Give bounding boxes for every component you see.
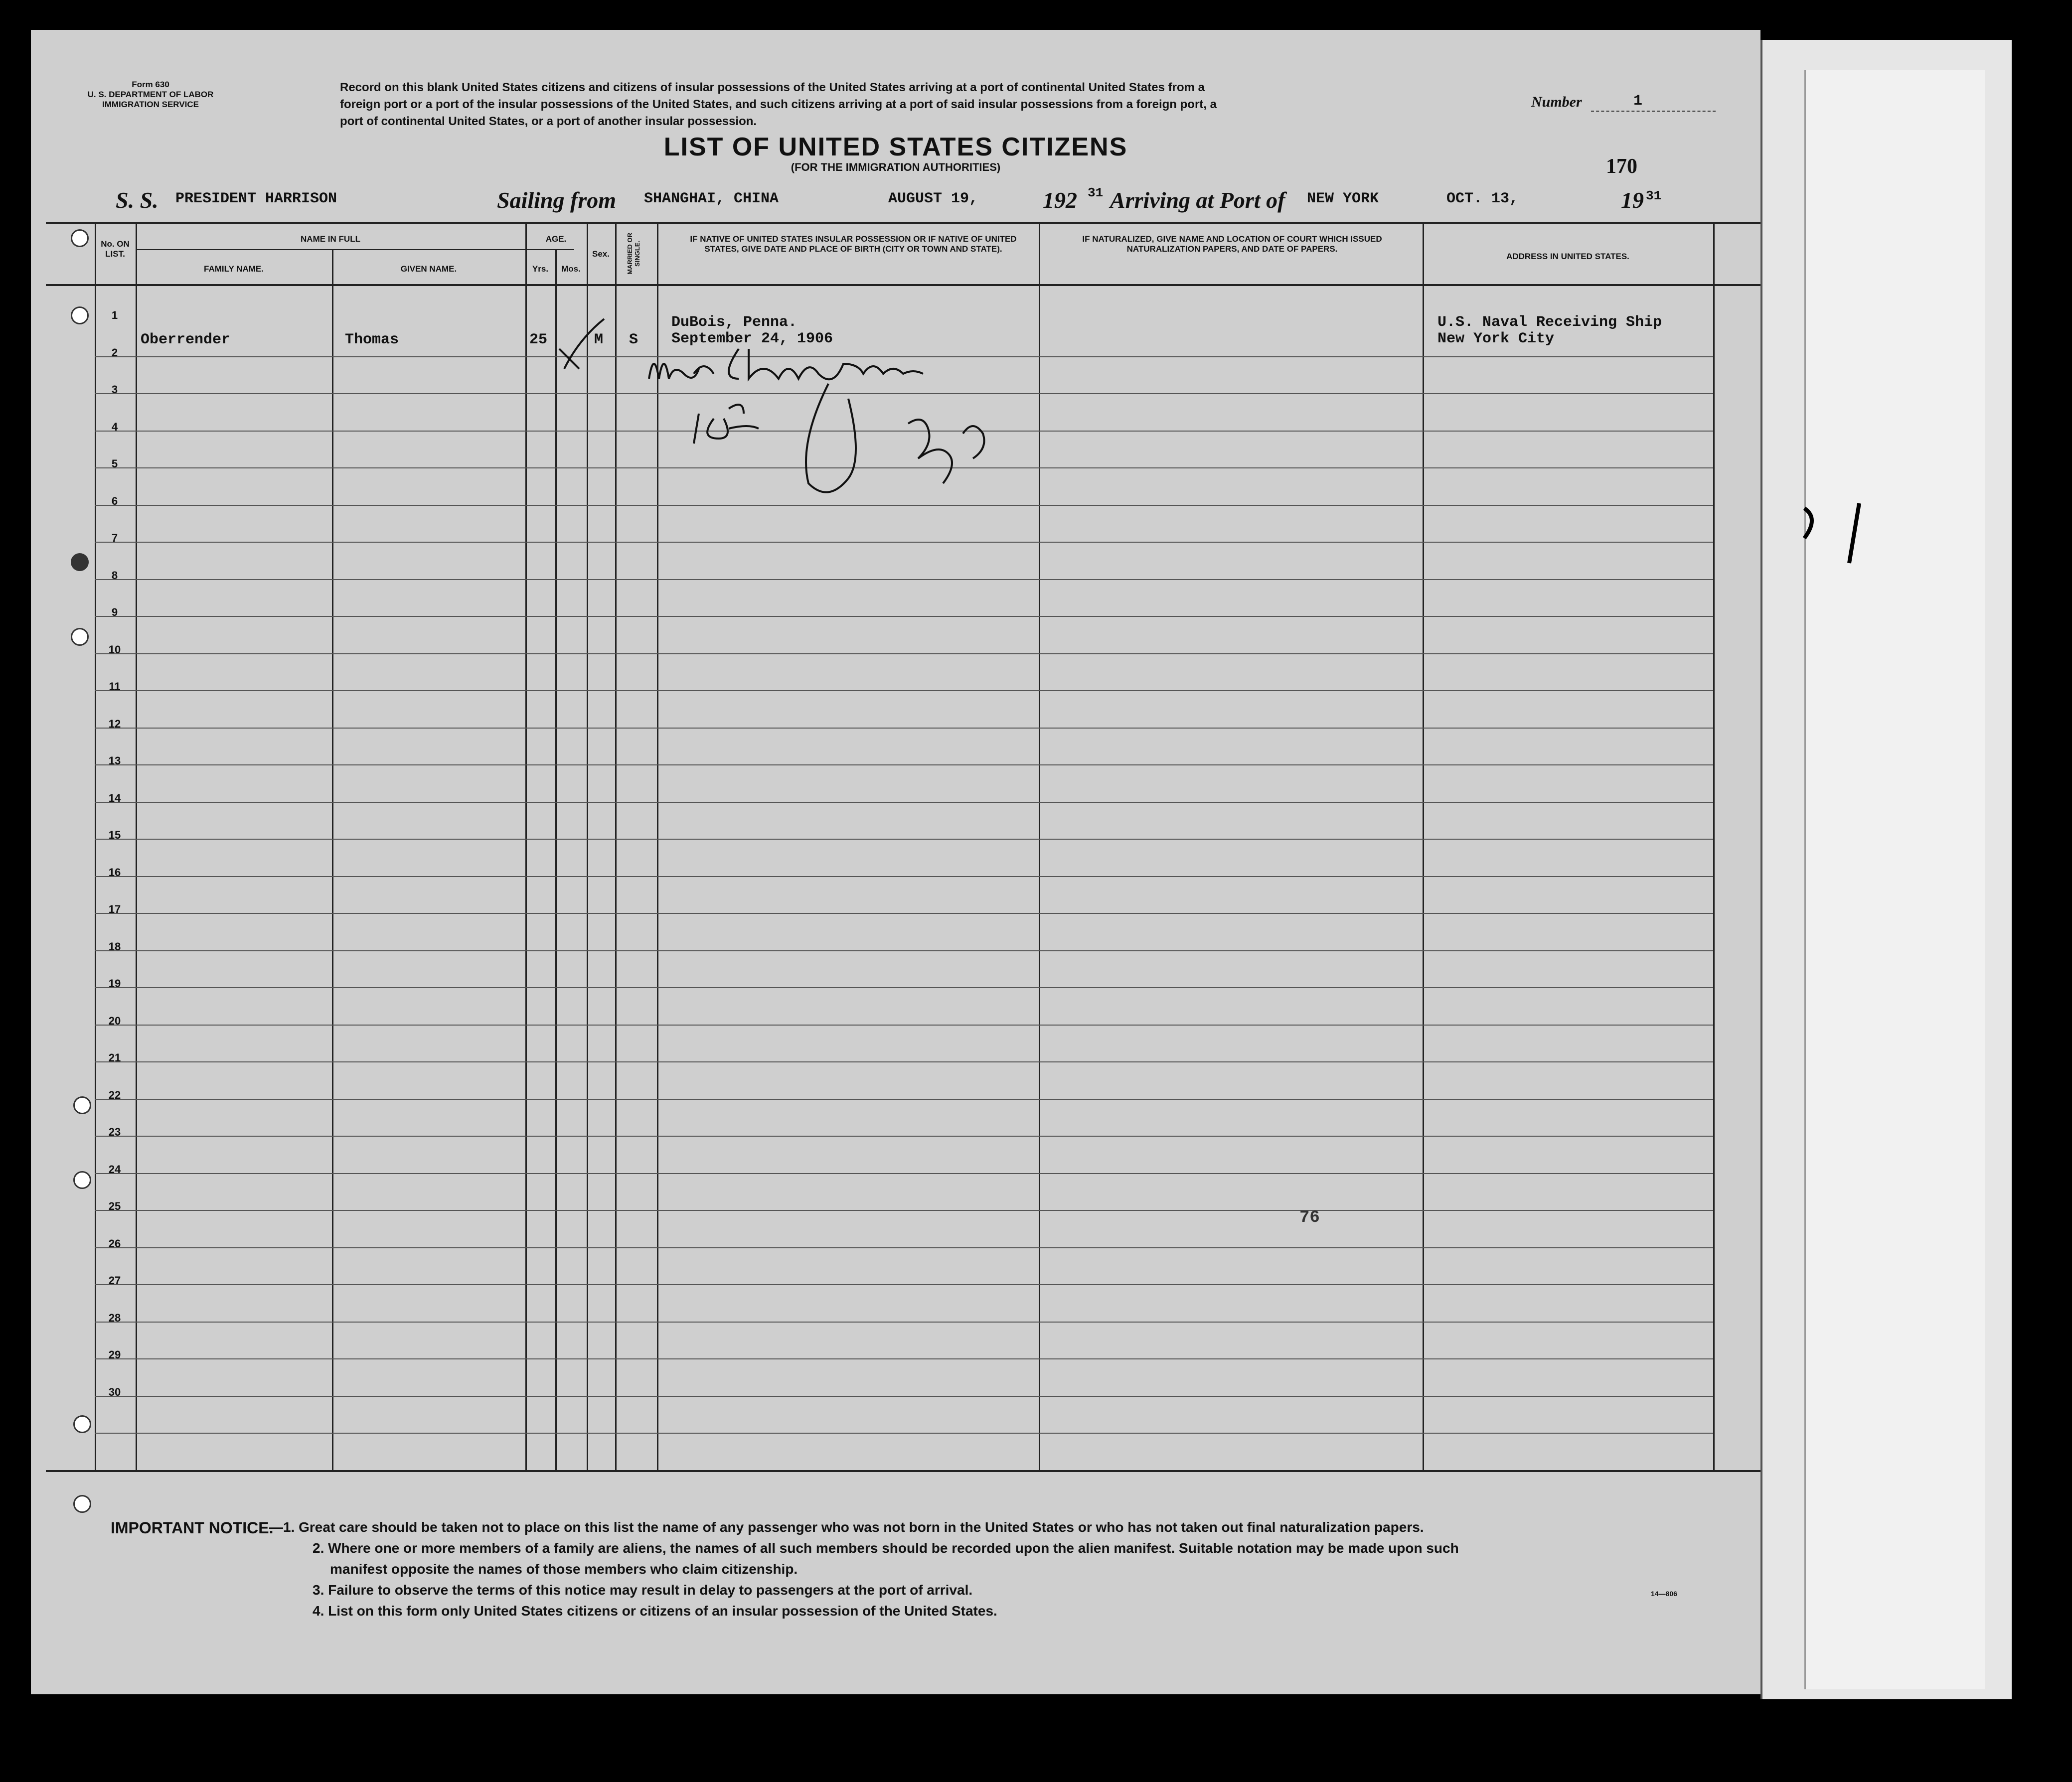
sailing-from-port: SHANGHAI, CHINA xyxy=(644,190,779,207)
binder-hole xyxy=(71,628,89,646)
row-line xyxy=(95,579,1713,580)
row-number: 17 xyxy=(108,903,121,915)
row-number: 26 xyxy=(108,1237,121,1250)
entry-family-name: Oberrender xyxy=(141,331,231,348)
row-number: 10 xyxy=(108,643,121,656)
sailing-date: AUGUST 19, xyxy=(888,190,978,207)
row-line xyxy=(95,616,1713,617)
row-line xyxy=(95,802,1713,803)
row-line xyxy=(95,1061,1713,1062)
row-line xyxy=(95,839,1713,840)
row-line xyxy=(95,542,1713,543)
table-bottom-border xyxy=(46,1470,1760,1472)
binder-hole xyxy=(71,229,89,247)
header-name-in-full: NAME IN FULL xyxy=(301,234,360,244)
record-instruction-3: port of continental United States, or a port of another insular possession. xyxy=(340,115,757,128)
row-line xyxy=(95,1136,1713,1137)
row-line xyxy=(95,913,1713,914)
row-number: 5 xyxy=(111,457,118,470)
arriving-year: 19 xyxy=(1621,187,1644,213)
row-number: 29 xyxy=(108,1348,121,1361)
binder-hole xyxy=(73,1415,91,1433)
header-address: ADDRESS IN UNITED STATES. xyxy=(1506,252,1629,261)
row-number: 7 xyxy=(111,532,118,544)
row-number: 25 xyxy=(108,1200,121,1212)
col-line-3 xyxy=(332,249,333,1470)
row-line xyxy=(95,1433,1713,1434)
row-line xyxy=(95,1322,1713,1323)
row-number: 12 xyxy=(108,717,121,730)
table-header-border xyxy=(46,284,1760,286)
notice-item-1: —1. Great care should be taken not to place on this list the name of any passenger who was not born in the United States or who has not taken out final naturalization papers. xyxy=(269,1519,1424,1535)
col-line-4 xyxy=(525,222,527,1470)
row-number: 20 xyxy=(108,1014,121,1027)
number-line xyxy=(1591,111,1716,112)
row-number: 13 xyxy=(108,754,121,767)
header-naturalized: IF NATURALIZED, GIVE NAME AND LOCATION OF COURT WHICH ISSUED NATURALIZATION PAPERS, AND DATE OF PAPERS. xyxy=(1082,234,1382,254)
row-number: 23 xyxy=(108,1126,121,1138)
arriving-year-suffix: 31 xyxy=(1646,188,1662,203)
row-line xyxy=(95,728,1713,729)
row-number: 21 xyxy=(108,1051,121,1064)
arriving-label: Arriving at Port of xyxy=(1110,187,1285,213)
entry-given-name: Thomas xyxy=(345,331,399,348)
row-line xyxy=(95,1210,1713,1211)
adjacent-page-marks xyxy=(1794,498,1894,573)
form-subtitle: (FOR THE IMMIGRATION AUTHORITIES) xyxy=(791,161,1001,173)
manifest-page xyxy=(31,30,1760,1694)
row-line xyxy=(95,1173,1713,1174)
form-number: Form 630 xyxy=(132,80,169,89)
notice-item-2b: manifest opposite the names of those members who claim citizenship. xyxy=(330,1561,798,1577)
header-married-single: MARRIED OR SINGLE. xyxy=(626,233,641,275)
handwritten-signature xyxy=(549,299,1048,508)
row-number: 24 xyxy=(108,1163,121,1176)
row-line xyxy=(95,950,1713,951)
page-number: 170 xyxy=(1606,155,1637,178)
row-line xyxy=(95,1025,1713,1026)
subheader-border xyxy=(136,249,574,250)
binder-hole xyxy=(73,1171,91,1189)
row-number: 30 xyxy=(108,1385,121,1398)
number-value: 1 xyxy=(1633,93,1643,110)
notice-item-3: 3. Failure to observe the terms of this notice may result in delay to passengers at the port of arrival. xyxy=(313,1582,973,1598)
sailing-year: 192 xyxy=(1043,187,1077,213)
row-number: 3 xyxy=(111,383,118,396)
arriving-port: NEW YORK xyxy=(1307,190,1379,207)
row-line xyxy=(95,1099,1713,1100)
binder-hole xyxy=(73,1495,91,1513)
row-line xyxy=(95,1247,1713,1248)
marginal-number: 76 xyxy=(1299,1208,1320,1227)
ship-name: PRESIDENT HARRISON xyxy=(175,190,337,207)
row-line xyxy=(95,876,1713,877)
table-top-border xyxy=(46,222,1760,224)
header-sex: Sex. xyxy=(592,249,610,259)
row-number: 8 xyxy=(111,569,118,582)
service: IMMIGRATION SERVICE xyxy=(102,100,199,109)
row-line xyxy=(95,1396,1713,1397)
row-number: 4 xyxy=(111,420,118,433)
arriving-date: OCT. 13, xyxy=(1446,190,1519,207)
entry-birth-date: September 24, 1906 xyxy=(671,330,833,347)
row-number: 14 xyxy=(108,791,121,804)
header-given-name: GIVEN NAME. xyxy=(400,264,457,274)
row-number: 11 xyxy=(109,680,121,693)
form-title: LIST OF UNITED STATES CITIZENS xyxy=(663,133,1128,161)
number-label: Number xyxy=(1531,94,1582,110)
header-family-name: FAMILY NAME. xyxy=(204,264,264,274)
entry-marital: S xyxy=(629,331,638,348)
row-line xyxy=(95,987,1713,988)
header-no-on-list: No. ON LIST. xyxy=(101,239,130,259)
ss-label: S. S. xyxy=(116,187,159,213)
row-line xyxy=(95,764,1713,765)
col-line-10 xyxy=(1423,222,1424,1470)
row-number: 22 xyxy=(108,1088,121,1101)
row-number: 16 xyxy=(108,866,121,879)
department: U. S. DEPARTMENT OF LABOR xyxy=(87,90,214,99)
row-number: 27 xyxy=(108,1274,121,1287)
row-number: 19 xyxy=(108,977,121,990)
col-line-2 xyxy=(136,222,137,1470)
sailing-year-suffix: 31 xyxy=(1088,185,1104,200)
col-line-11 xyxy=(1713,222,1715,1470)
row-number: 18 xyxy=(108,940,121,953)
record-instruction-2: foreign port or a port of the insular possessions of the United States, and such citizens arriving at a port of said insular possessions from a foreign port, a xyxy=(340,98,1217,111)
header-native: IF NATIVE OF UNITED STATES INSULAR POSSESSION OR IF NATIVE OF UNITED STATES, GIVE DATE AND PLACE OF BIRTH (CITY OR TOWN AND STATE). xyxy=(690,234,1017,254)
record-instruction-1: Record on this blank United States citizens and citizens of insular possessions of the United States arriving at a port of continental United States from a xyxy=(340,81,1205,94)
header-age-yrs: Yrs. xyxy=(532,264,549,274)
row-line xyxy=(95,653,1713,654)
entry-address-line1: U.S. Naval Receiving Ship xyxy=(1437,314,1662,331)
entry-address-line2: New York City xyxy=(1437,330,1555,347)
row-number: 15 xyxy=(108,829,121,841)
binder-hole xyxy=(71,306,89,324)
adjacent-page-edge-inner xyxy=(1804,70,1985,1689)
sailing-from-label: Sailing from xyxy=(497,187,617,213)
print-code: 14—806 xyxy=(1651,1590,1677,1598)
row-number: 6 xyxy=(111,494,118,507)
header-age: AGE. xyxy=(545,234,567,244)
row-line xyxy=(95,690,1713,691)
row-number: 1 xyxy=(111,309,118,321)
row-number: 9 xyxy=(111,606,118,618)
notice-heading: IMPORTANT NOTICE. xyxy=(111,1519,274,1537)
entry-age-yrs: 25 xyxy=(529,331,548,348)
entry-sex: M xyxy=(594,331,604,348)
entry-birth-place: DuBois, Penna. xyxy=(671,314,797,331)
notice-item-2a: 2. Where one or more members of a family are aliens, the names of all such members should be recorded upon the alien manifest. Suitable notation may be made upon such xyxy=(313,1540,1459,1556)
notice-item-4: 4. List on this form only United States citizens or citizens of an insular possession of the United States. xyxy=(313,1603,997,1619)
header-age-mos: Mos. xyxy=(561,264,581,274)
row-number: 2 xyxy=(111,346,118,359)
row-line xyxy=(95,1358,1713,1359)
binder-hole xyxy=(73,1096,91,1114)
binder-hole xyxy=(71,553,89,571)
row-line xyxy=(95,1284,1713,1285)
row-number: 28 xyxy=(108,1311,121,1324)
